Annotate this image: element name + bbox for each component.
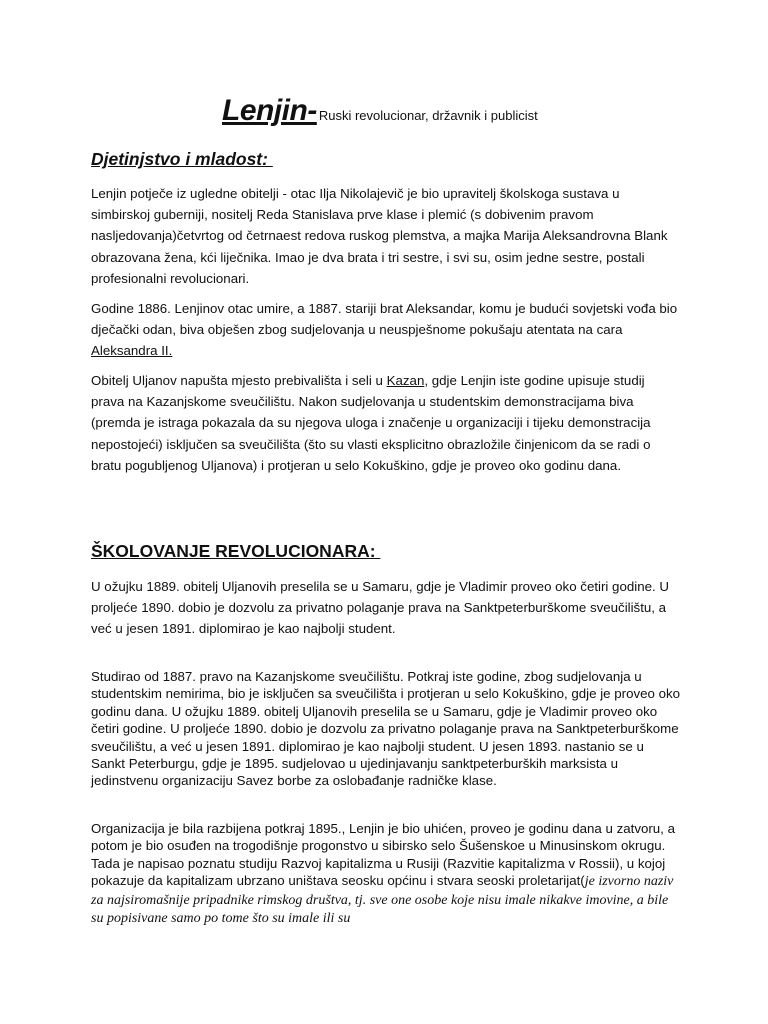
paragraph-kazan-text-end: , gdje Lenjin iste godine upisuje studij prava na Kazanjskome sveučilištu. Nakon sudjelovanja u studentskim demonstracijama biva (premda je istraga pokazala da su njegova uloga i značenje u organizaciji i tijeku demonstracija nepostojeći) isključen sa sveučilišta (što su vlasti eksplicitno obrazložile činjenicom da se radi o bratu pogubljenog Uljanova) i protjeran u selo Kokuškino, gdje je proveo oko godinu dana. <box>91 373 651 473</box>
paragraph-organization-text: Organizacija je bila razbijena potkraj 1895., Lenjin je bio uhićen, proveo je godinu dana u zatvoru, a potom je bio osuđen na trogodišnje progonstvo u sibirsko selo Šušenskoe u Minusinskom okrugu. Tada je napisao poznatu studiju Razvoj kapitalizma u Rusiji (Razvitie kapitalizma v Rossii), u kojoj pokazuje da kapitalizam ubrzano uništava seosku općinu i stvara seoski proletarijat( <box>91 821 675 889</box>
paragraph-samara: U ožujku 1889. obitelj Uljanovih preselila se u Samaru, gdje je Vladimir proveo oko četiri godine. U proljeće 1890. dobio je dozvolu za privatno polaganje prava na Sanktpeterburškome sveučilištu, a već u jesen 1891. diplomirao je kao najbolji student. <box>91 579 669 637</box>
paragraph-kazan-text-start: Obitelj Uljanov napušta mjesto prebivališta i seli u <box>91 373 387 388</box>
title-subtitle: Ruski revolucionar, državnik i publicist <box>318 108 538 123</box>
title-main: Lenjin- <box>222 94 317 127</box>
paragraph-father-death-text: Godine 1886. Lenjinov otac umire, a 1887. stariji brat Aleksandar, komu je budući sovjetski vođa bio dječački odan, biva obješen zbog sudjelovanja u neuspješnome pokušaju atentata na cara <box>91 301 678 338</box>
paragraph-organization <box>91 820 681 927</box>
paragraph-father-death <box>91 298 681 362</box>
paragraph-organization-italic: je izvorno naziv za najsiromašnije pripadnike rimskog društva, tj. sve one osobe koje nisu imale nikakve imovine, a bile su popisivane samo po tome što su imale ili su <box>91 874 674 927</box>
paragraph-kazan <box>91 370 681 476</box>
paragraph-studies: Studirao od 1887. pravo na Kazanjskome sveučilištu. Potkraj iste godine, zbog sudjelovanja u studentskim nemirima, bio je isključen sa sveučilišta i protjeran u selo Kokuškino, gdje je proveo oko godinu dana. U ožujku 1889. obitelj Uljanovih preselila se u Samaru, gdje je Vladimir proveo oko četiri godine. U proljeće 1890. dobio je dozvolu za privatno polaganje prava na Sanktpeterburškome sveučilištu, a već u jesen 1891. diplomirao je kao najbolji student. U jesen 1893. nastanio se u Sankt Peterburgu, gdje je 1895. sudjelovao u ujedinjavanju sanktpeterburških marksista u jedinstvenu organizaciju Savez borbe za oslobađanje radničke klase. <box>91 669 681 789</box>
link-aleksandra-ii[interactable]: Aleksandra II. <box>91 343 173 359</box>
section-heading-childhood: Djetinjstvo i mladost: <box>91 149 273 169</box>
section-heading-schooling: ŠKOLOVANJE REVOLUCIONARA: <box>91 541 381 561</box>
link-kazan[interactable]: Kazan <box>386 373 425 388</box>
document-title <box>222 94 538 128</box>
paragraph-family: Lenjin potječe iz ugledne obitelji - otac Ilja Nikolajevič je bio upravitelj školskoga sustava u simbirskoj guberniji, nositelj Reda Stanislava prve klase i plemić (s dobivenim pravom nasljedovanja)četvrtog od četrnaest redova ruskog plemstva, a majka Marija Aleksandrovna Blank obrazovana žena, kći liječnika. Imao je dva brata i tri sestre, i svi su, osim jedne sestre, postali profesionalni revolucionari. <box>91 186 668 286</box>
